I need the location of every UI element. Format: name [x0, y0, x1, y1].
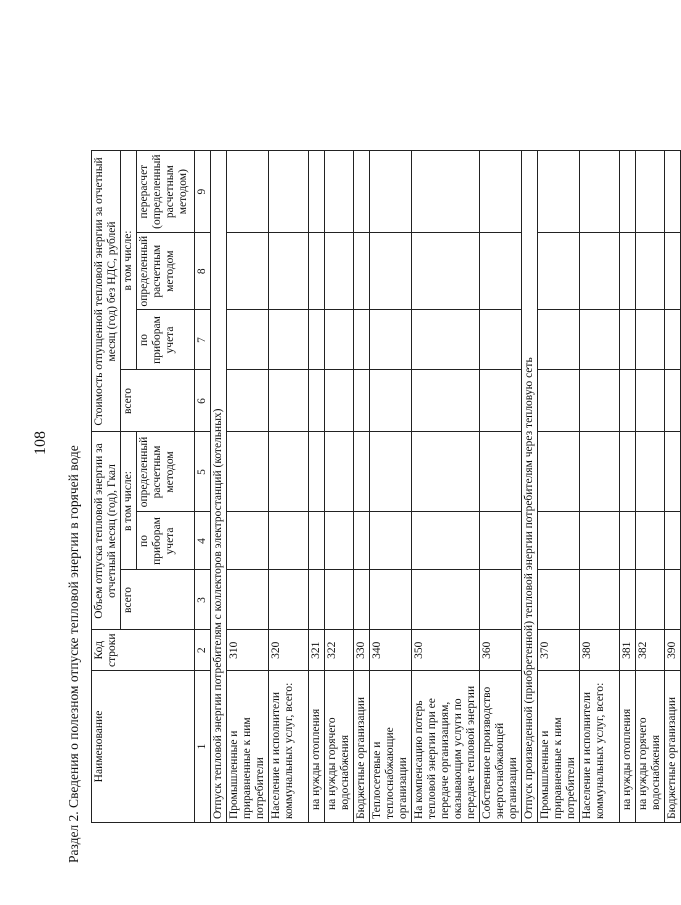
row-name: Бюджетные организации: [665, 671, 681, 823]
table-row: [412, 151, 480, 823]
row-name: Теплосетевые и теплоснабжающие организации: [370, 671, 412, 823]
empty-value-cell: [354, 570, 370, 630]
empty-value-cell: [580, 432, 620, 512]
empty-value-cell: [370, 232, 412, 310]
empty-value-cell: [665, 310, 681, 370]
row-name: Население и исполнители коммунальных услуг, всего:: [580, 671, 620, 823]
table-row: [665, 151, 681, 823]
empty-value-cell: [636, 570, 665, 630]
empty-value-cell: [620, 432, 636, 512]
empty-value-cell: [538, 151, 580, 232]
row-code: 322: [325, 630, 354, 671]
empty-value-cell: [325, 310, 354, 370]
empty-value-cell: [354, 370, 370, 432]
empty-value-cell: [665, 232, 681, 310]
empty-value-cell: [370, 310, 412, 370]
col-number: 1: [195, 671, 211, 823]
empty-value-cell: [580, 570, 620, 630]
header-volume-calc: определенный расчетным методом: [137, 432, 195, 512]
table-row: [354, 151, 370, 823]
empty-value-cell: [620, 310, 636, 370]
empty-value-cell: [325, 512, 354, 570]
header-cost-recalc: перерасчет (определенный расчетным методом): [137, 151, 195, 232]
empty-value-cell: [269, 232, 309, 310]
col-number: 7: [195, 310, 211, 370]
header-name: Наименование: [92, 671, 195, 823]
header-volume-meters: по приборам учета: [137, 512, 195, 570]
empty-value-cell: [354, 310, 370, 370]
empty-value-cell: [412, 570, 480, 630]
row-name: на нужды горячего водоснабжения: [636, 671, 665, 823]
empty-value-cell: [538, 232, 580, 310]
row-code: 390: [665, 630, 681, 671]
empty-value-cell: [580, 232, 620, 310]
empty-value-cell: [412, 232, 480, 310]
row-name: на нужды отопления: [309, 671, 325, 823]
col-number: 9: [195, 151, 211, 232]
empty-value-cell: [325, 570, 354, 630]
heat-energy-table: [91, 150, 681, 823]
header-code: Код строки: [92, 630, 195, 671]
row-code: 370: [538, 630, 580, 671]
empty-value-cell: [636, 151, 665, 232]
empty-value-cell: [325, 432, 354, 512]
empty-value-cell: [665, 432, 681, 512]
empty-value-cell: [412, 432, 480, 512]
table-row: [269, 151, 309, 823]
empty-value-cell: [309, 370, 325, 432]
header-volume-including: в том числе:: [121, 432, 137, 570]
empty-value-cell: [370, 512, 412, 570]
page-number: 108: [32, 431, 49, 455]
section-title-boilers: Отпуск тепловой энергии потребителям с коллекторов электростанций (котельных): [211, 151, 227, 823]
row-name: Промышленные и приравненные к ним потребители: [538, 671, 580, 823]
empty-value-cell: [412, 512, 480, 570]
row-name: Промышленные и приравненные к ним потребители: [227, 671, 269, 823]
empty-value-cell: [412, 310, 480, 370]
empty-value-cell: [538, 512, 580, 570]
table-row: [580, 151, 620, 823]
empty-value-cell: [580, 512, 620, 570]
empty-value-cell: [580, 151, 620, 232]
empty-value-cell: [665, 151, 681, 232]
empty-value-cell: [370, 570, 412, 630]
col-number: 3: [195, 570, 211, 630]
empty-value-cell: [309, 151, 325, 232]
empty-value-cell: [354, 432, 370, 512]
empty-value-cell: [480, 151, 522, 232]
empty-value-cell: [227, 151, 269, 232]
empty-value-cell: [665, 570, 681, 630]
empty-value-cell: [370, 370, 412, 432]
empty-value-cell: [636, 370, 665, 432]
empty-value-cell: [480, 570, 522, 630]
empty-value-cell: [354, 151, 370, 232]
empty-value-cell: [636, 310, 665, 370]
empty-value-cell: [538, 570, 580, 630]
empty-value-cell: [269, 310, 309, 370]
row-code: 382: [636, 630, 665, 671]
row-code: 350: [412, 630, 480, 671]
row-name: Население и исполнители коммунальных услуг, всего:: [269, 671, 309, 823]
header-cost-group: Стоимость отпущенной тепловой энергии за отчетный месяц (год) без НДС, рублей: [92, 151, 121, 432]
table-row: [309, 151, 325, 823]
empty-value-cell: [580, 310, 620, 370]
row-code: 320: [269, 630, 309, 671]
empty-value-cell: [227, 232, 269, 310]
empty-value-cell: [370, 151, 412, 232]
empty-value-cell: [620, 151, 636, 232]
row-name: на нужды горячего водоснабжения: [325, 671, 354, 823]
empty-value-cell: [580, 370, 620, 432]
column-numbers-row: [195, 151, 211, 823]
empty-value-cell: [665, 370, 681, 432]
empty-value-cell: [412, 370, 480, 432]
empty-value-cell: [309, 570, 325, 630]
header-cost-meters: по приборам учета: [137, 310, 195, 370]
empty-value-cell: [227, 432, 269, 512]
table-row: [636, 151, 665, 823]
row-code: 380: [580, 630, 620, 671]
header-cost-calc: определенный расчетным методом: [137, 232, 195, 310]
row-code: 321: [309, 630, 325, 671]
empty-value-cell: [538, 310, 580, 370]
empty-value-cell: [325, 370, 354, 432]
header-volume-total: всего: [121, 570, 195, 630]
empty-value-cell: [269, 432, 309, 512]
table-row: [620, 151, 636, 823]
empty-value-cell: [636, 512, 665, 570]
empty-value-cell: [269, 570, 309, 630]
header-cost-including: в том числе:: [121, 151, 137, 370]
table-row: [325, 151, 354, 823]
empty-value-cell: [620, 232, 636, 310]
empty-value-cell: [325, 232, 354, 310]
row-name: Собственное производство энергоснабжающей организации: [480, 671, 522, 823]
empty-value-cell: [620, 370, 636, 432]
row-code: 340: [370, 630, 412, 671]
row-code: 381: [620, 630, 636, 671]
empty-value-cell: [269, 512, 309, 570]
row-name: Бюджетные организации: [354, 671, 370, 823]
section-title-network: Отпуск произведенной (приобретенной) тепловой энергии потребителям через тепловую сеть: [522, 151, 538, 823]
header-volume-group: Объем отпуска тепловой энергии за отчетный месяц (год), Гкал: [92, 432, 121, 630]
col-number: 6: [195, 370, 211, 432]
empty-value-cell: [227, 370, 269, 432]
col-number: 2: [195, 630, 211, 671]
empty-value-cell: [480, 432, 522, 512]
empty-value-cell: [636, 432, 665, 512]
empty-value-cell: [325, 151, 354, 232]
table-row: [480, 151, 522, 823]
empty-value-cell: [309, 512, 325, 570]
empty-value-cell: [636, 232, 665, 310]
row-name: на нужды отопления: [620, 671, 636, 823]
header-cost-total: всего: [121, 370, 195, 432]
empty-value-cell: [309, 232, 325, 310]
empty-value-cell: [227, 310, 269, 370]
empty-value-cell: [480, 512, 522, 570]
empty-value-cell: [269, 151, 309, 232]
section-caption: Раздел 2. Сведения о полезном отпуске тепловой энергии в горячей воде: [66, 445, 81, 863]
empty-value-cell: [538, 370, 580, 432]
empty-value-cell: [480, 232, 522, 310]
table-row: [370, 151, 412, 823]
col-number: 4: [195, 512, 211, 570]
empty-value-cell: [354, 232, 370, 310]
row-code: 330: [354, 630, 370, 671]
empty-value-cell: [620, 512, 636, 570]
empty-value-cell: [665, 512, 681, 570]
row-name: На компенсацию потерь тепловой энергии при ее передаче организациям, оказывающим услуги по передаче тепловой энергии: [412, 671, 480, 823]
empty-value-cell: [620, 570, 636, 630]
row-code: 310: [227, 630, 269, 671]
empty-value-cell: [412, 151, 480, 232]
col-number: 5: [195, 432, 211, 512]
empty-value-cell: [538, 432, 580, 512]
empty-value-cell: [227, 570, 269, 630]
empty-value-cell: [370, 432, 412, 512]
empty-value-cell: [269, 370, 309, 432]
empty-value-cell: [227, 512, 269, 570]
empty-value-cell: [309, 432, 325, 512]
empty-value-cell: [480, 370, 522, 432]
table-row: [538, 151, 580, 823]
empty-value-cell: [309, 310, 325, 370]
row-code: 360: [480, 630, 522, 671]
col-number: 8: [195, 232, 211, 310]
empty-value-cell: [480, 310, 522, 370]
empty-value-cell: [354, 512, 370, 570]
table-row: [227, 151, 269, 823]
